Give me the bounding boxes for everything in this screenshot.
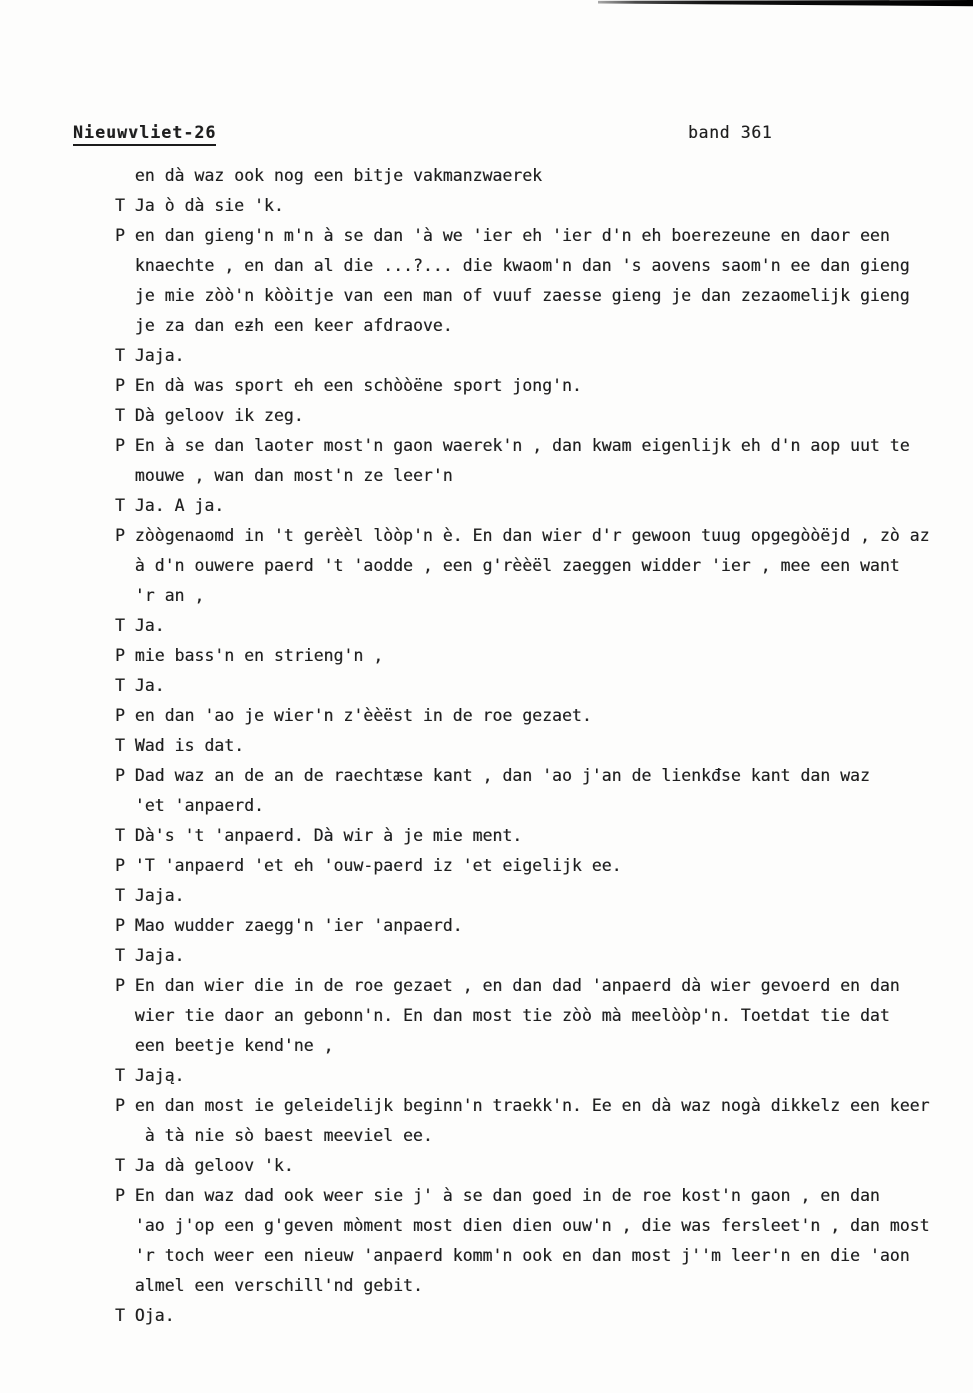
transcript-line	[115, 551, 955, 581]
line-text: Dà geloov ik zeg.	[134, 406, 304, 425]
speaker-label: P	[115, 526, 125, 545]
line-text: En à se dan laoter most'n gaon waerek'n , dan kwam eigenlijk eh d'n aop uut te	[134, 436, 910, 455]
speaker-label: T	[115, 886, 125, 905]
transcript-line	[115, 1211, 955, 1241]
speaker-label: P	[115, 976, 125, 995]
speaker-label	[115, 1001, 135, 1031]
speaker-label	[115, 1241, 135, 1271]
speaker-label: T	[115, 346, 125, 365]
transcript-line	[115, 1091, 955, 1121]
speaker-label	[115, 1121, 135, 1151]
speaker-label: T	[115, 1306, 125, 1325]
speaker-label: T	[115, 196, 125, 215]
transcript-line	[115, 191, 955, 221]
speaker-label	[115, 1271, 135, 1301]
line-text: Ja.	[134, 616, 165, 635]
transcript-line	[115, 221, 955, 251]
line-text: 'et 'anpaerd.	[134, 796, 264, 815]
line-text: en dan 'ao je wier'n z'èèëst in de roe gezaet.	[134, 706, 592, 725]
transcript-line	[115, 281, 955, 311]
line-text: een beetje kend'ne ,	[134, 1036, 334, 1055]
line-text: 'r an ,	[134, 586, 205, 605]
line-text: mie bass'n en strieng'n ,	[134, 646, 384, 665]
transcript-line	[115, 881, 955, 911]
transcript-line	[115, 611, 955, 641]
transcript-line	[115, 491, 955, 521]
speaker-label	[115, 281, 135, 311]
speaker-label: T	[115, 826, 125, 845]
transcript-line	[115, 911, 955, 941]
speaker-label	[115, 581, 135, 611]
transcript-line	[115, 1031, 955, 1061]
transcript-line	[115, 251, 955, 281]
speaker-label: P	[115, 916, 125, 935]
transcript-line	[115, 431, 955, 461]
transcript-line	[115, 821, 955, 851]
transcript-line	[115, 1001, 955, 1031]
line-text: Jaja.	[134, 946, 185, 965]
line-text: à tà nie sò baest meeviel ee.	[144, 1126, 433, 1145]
line-text: Dà's 't 'anpaerd. Dà wir à je mie ment.	[134, 826, 523, 845]
transcript-line	[115, 671, 955, 701]
transcript-line	[115, 1301, 955, 1331]
speaker-label	[115, 551, 135, 581]
speaker-label: T	[115, 496, 125, 515]
line-text: Wad is dat.	[134, 736, 245, 755]
speaker-label	[115, 791, 135, 821]
page-title: Nieuwvliet-26	[73, 123, 216, 146]
band-number: band 361	[688, 123, 773, 142]
line-text: à d'n ouwere paerd 't 'aodde , een g'rèèël zaeggen widder 'ier , mee een want	[134, 556, 900, 575]
line-text: Ja ò dà sie 'k.	[134, 196, 284, 215]
line-text: 'T 'anpaerd 'et eh 'ouw-paerd iz 'et eigelijk ee.	[134, 856, 622, 875]
speaker-label: T	[115, 616, 125, 635]
line-text: almel een verschill'nd gebit.	[134, 1276, 423, 1295]
speaker-label: T	[115, 676, 125, 695]
line-text: knaechte , en dan al die ...?... die kwaom'n dan 's aovens saom'n ee dan gieng	[134, 256, 910, 275]
line-text: je mie zòò'n kòòitje van een man of vuuf zaesse gieng je dan zezaomelijk gieng	[134, 286, 910, 305]
speaker-label: P	[115, 436, 125, 455]
speaker-label	[115, 461, 135, 491]
transcript-line	[115, 1271, 955, 1301]
speaker-label: P	[115, 856, 125, 875]
transcript-line	[115, 311, 955, 341]
speaker-label	[115, 161, 135, 191]
line-text: mouwe , wan dan most'n ze leer'n	[134, 466, 453, 485]
line-text: en dà waz ook nog een bitje vakmanzwaerek	[134, 166, 543, 185]
scan-edge-artifact	[598, 0, 973, 7]
transcript-body	[115, 161, 955, 1331]
speaker-label: P	[115, 226, 125, 245]
speaker-label	[115, 251, 135, 281]
line-text: en dan most ie geleidelijk beginn'n traekk'n. Ee en dà waz nogà dikkelz een keer	[134, 1096, 930, 1115]
transcript-line	[115, 851, 955, 881]
speaker-label: T	[115, 406, 125, 425]
line-text: Jaja.	[134, 886, 185, 905]
line-text: En dan wier die in de roe gezaet , en dan dad 'anpaerd dà wier gevoerd en dan	[134, 976, 900, 995]
line-text: 'ao j'op een g'geven mòment most dien dien ouw'n , die was fersleet'n , dan most	[134, 1216, 930, 1235]
transcript-line	[115, 701, 955, 731]
line-text: Ja dà geloov 'k.	[134, 1156, 294, 1175]
line-text: Ja. A ja.	[134, 496, 225, 515]
speaker-label: P	[115, 766, 125, 785]
line-text: Ja.	[134, 676, 165, 695]
transcript-line	[115, 971, 955, 1001]
line-text: Oja.	[134, 1306, 175, 1325]
transcript-line	[115, 401, 955, 431]
speaker-label: T	[115, 1066, 125, 1085]
line-text: Jają.	[134, 1066, 185, 1085]
transcript-line	[115, 581, 955, 611]
transcript-line	[115, 1121, 955, 1151]
transcript-line	[115, 791, 955, 821]
line-text: Mao wudder zaegg'n 'ier 'anpaerd.	[134, 916, 463, 935]
transcript-line	[115, 941, 955, 971]
speaker-label: T	[115, 1156, 125, 1175]
transcript-line	[115, 1061, 955, 1091]
speaker-label	[115, 1031, 135, 1061]
transcript-line	[115, 161, 955, 191]
line-text: En dan waz dad ook weer sie j' à se dan goed in de roe kost'n gaon , en dan	[134, 1186, 880, 1205]
line-text: 'r toch weer een nieuw 'anpaerd komm'n ook en dan most j''m leer'n en die 'aon	[134, 1246, 910, 1265]
transcript-line	[115, 1151, 955, 1181]
speaker-label: P	[115, 706, 125, 725]
speaker-label	[115, 311, 135, 341]
speaker-label: T	[115, 736, 125, 755]
transcript-line	[115, 461, 955, 491]
line-text: je za dan eƶh een keer afdraove.	[134, 316, 453, 335]
transcript-line	[115, 341, 955, 371]
transcript-line	[115, 761, 955, 791]
line-text: Jaja.	[134, 346, 185, 365]
line-text: zòògenaomd in 't gerèèl lòòp'n è. En dan wier d'r gewoon tuug opgegòòëjd , zò az	[134, 526, 930, 545]
speaker-label	[115, 1211, 135, 1241]
line-text: en dan gieng'n m'n à se dan 'à we 'ier eh 'ier d'n eh boerezeune en daor een	[134, 226, 890, 245]
transcript-line	[115, 731, 955, 761]
speaker-label: P	[115, 1096, 125, 1115]
speaker-label: P	[115, 646, 125, 665]
transcript-line	[115, 641, 955, 671]
transcript-line	[115, 1241, 955, 1271]
speaker-label: T	[115, 946, 125, 965]
speaker-label: P	[115, 376, 125, 395]
transcript-line	[115, 521, 955, 551]
transcript-line	[115, 371, 955, 401]
line-text: En dà was sport eh een schòòëne sport jong'n.	[134, 376, 582, 395]
speaker-label: P	[115, 1186, 125, 1205]
line-text: wier tie daor an gebonn'n. En dan most tie zòò mà meelòòp'n. Toetdat tie dat	[134, 1006, 890, 1025]
line-text: Dad waz an de an de raechtæse kant , dan 'ao j'an de lienkđse kant dan waz	[134, 766, 870, 785]
transcript-line	[115, 1181, 955, 1211]
